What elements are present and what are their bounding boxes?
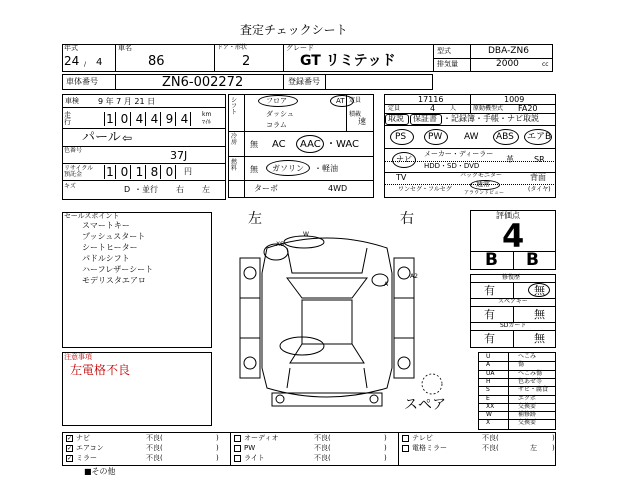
footer-other: ■その他 <box>84 467 116 476</box>
color-code-label: 色番号 <box>64 147 83 154</box>
legend-meaning: エクボ <box>518 394 537 402</box>
footer-item-label: ミラー <box>76 454 97 462</box>
legend-meaning: 補修跡 <box>518 411 537 419</box>
footer-item-status: 不良( <box>314 444 331 452</box>
mileage-label: 走行 <box>64 111 71 126</box>
sales-point-item: ハーフレザーシート <box>82 265 154 274</box>
sales-point-item: スマートキー <box>82 221 130 230</box>
door-value: 2 <box>242 54 251 69</box>
grade-exterior: B <box>526 250 539 270</box>
sales-point-item: プッシュスタート <box>82 232 146 241</box>
footer-checkbox[interactable]: ✓ <box>67 455 73 462</box>
diagram-mark-a2: A2 <box>410 273 418 280</box>
footer-item-label: ナビ <box>76 434 90 442</box>
footer-checkbox[interactable] <box>234 435 241 442</box>
footer-checkbox[interactable] <box>402 445 409 452</box>
legend-code: UA <box>486 369 495 377</box>
shift-label: シフト <box>231 97 238 116</box>
model-value: DBA-ZN6 <box>488 46 529 56</box>
grade-label: 評価点 <box>496 211 520 220</box>
ac-label: 冷房 <box>231 133 238 146</box>
diagram-mark-xs: XS <box>276 241 284 248</box>
year-label: 年式 <box>64 44 78 52</box>
footer-item-label: 電格ミラー <box>412 444 447 452</box>
legend-code: S <box>486 386 490 394</box>
sales-point-item: シートヒーター <box>82 243 138 252</box>
color-name: パール <box>82 130 121 145</box>
month-value: 4 <box>96 57 103 68</box>
car-name-label: 車名 <box>118 44 132 52</box>
legend-meaning: 交換要 <box>518 402 537 410</box>
sales-point-item: モデリスタエアロ <box>82 276 146 285</box>
legend-code: H <box>486 377 491 385</box>
footer-checkbox[interactable] <box>234 455 241 462</box>
spare-label: スペア <box>404 397 446 413</box>
footer-item-status: 不良( <box>146 434 163 442</box>
chassis-label: 車体番号 <box>66 77 98 86</box>
grade-value: GT リミテッド <box>300 53 396 69</box>
legend-meaning: へこみ <box>518 353 537 360</box>
diagram-mark-w: W <box>303 231 309 238</box>
footer-item-label: オーディオ <box>244 434 279 442</box>
notes-label: 注意事項 <box>64 353 92 361</box>
legend-code: U <box>486 353 491 360</box>
recycle-digits: 1 0 1 8 0 <box>104 165 182 179</box>
footer-checkbox[interactable] <box>234 445 241 452</box>
legend-code: A <box>486 361 491 369</box>
legend-meaning: 色あせ等 <box>518 377 543 385</box>
footer-item-status: 不良( <box>146 454 163 462</box>
legend-code: XX <box>486 402 495 410</box>
sales-point-item: パドルシフト <box>82 254 130 263</box>
footer-checkbox[interactable] <box>402 435 409 442</box>
legend-code: X <box>486 419 491 427</box>
diagram-left-label: 左 <box>248 211 262 227</box>
kf-label: キズ <box>64 183 76 190</box>
footer-item-status: 不良( <box>482 434 499 442</box>
model-label: 型式 <box>437 47 451 55</box>
car-diagram <box>232 228 422 418</box>
legend-code: W <box>486 411 492 419</box>
footer-item-status: 不良( <box>314 454 331 462</box>
car-name-value: 86 <box>148 54 165 69</box>
footer-checkbox[interactable]: ✓ <box>67 435 73 442</box>
capacity-load-circle: 速 <box>358 117 366 126</box>
inspection-label: 車検 <box>65 97 79 105</box>
grade-interior: B <box>485 250 498 270</box>
sales-point-label: セールスポイント <box>64 212 120 220</box>
mileage-digits: 1 0 4 4 9 4 <box>104 112 199 126</box>
legend-meaning: 傷 <box>518 361 525 369</box>
displacement-label: 排気量 <box>437 60 458 68</box>
diagram-right-label: 右 <box>400 211 414 227</box>
footer-mirror-side: 左 <box>530 444 537 452</box>
registration-label: 登録番号 <box>288 77 320 86</box>
chassis-value: ZN6-002272 <box>162 75 244 90</box>
legend-meaning: サビ・腐食 <box>518 386 549 394</box>
fuel-label: 燃料 <box>231 159 238 172</box>
capacity-load-label: 積載 <box>349 111 362 118</box>
footer-item-status: 不良( <box>482 444 499 452</box>
displacement-value: 2000 <box>496 59 519 69</box>
footer-item-label: ライト <box>244 454 265 462</box>
spare-tire-icon <box>420 372 444 396</box>
diagram-mark-a: A <box>384 281 389 288</box>
footer-item-status: 不良( <box>314 434 331 442</box>
legend-meaning: へこみ傷 <box>518 369 543 377</box>
inspection-value: 9 年 7 月 21 日 <box>98 97 156 106</box>
footer-item-label: エアコン <box>76 444 104 452</box>
footer-item-label: PW <box>244 444 256 452</box>
notes-text: 左電格不良 <box>70 363 131 377</box>
page-title: 査定チェックシート <box>240 23 348 37</box>
recycle-label: リサイクル預託金 <box>64 165 94 178</box>
legend-meaning: 交換要 <box>518 419 537 427</box>
header-row-2 <box>62 74 433 90</box>
grade-label: グレード <box>286 44 314 52</box>
year-value: 24 <box>64 54 80 68</box>
grade-score: 4 <box>502 217 525 255</box>
legend-code: E <box>486 394 490 402</box>
door-label: ドア・形状 <box>217 44 247 51</box>
capacity-seats-label: 定員 <box>349 97 362 104</box>
footer-item-status: 不良( <box>146 444 163 452</box>
footer-item-label: テレビ <box>412 434 433 442</box>
color-arrow-icon: ⇦ <box>122 131 133 145</box>
color-code-value: 37J <box>170 149 188 162</box>
footer-checkbox[interactable]: ✓ <box>67 445 73 452</box>
